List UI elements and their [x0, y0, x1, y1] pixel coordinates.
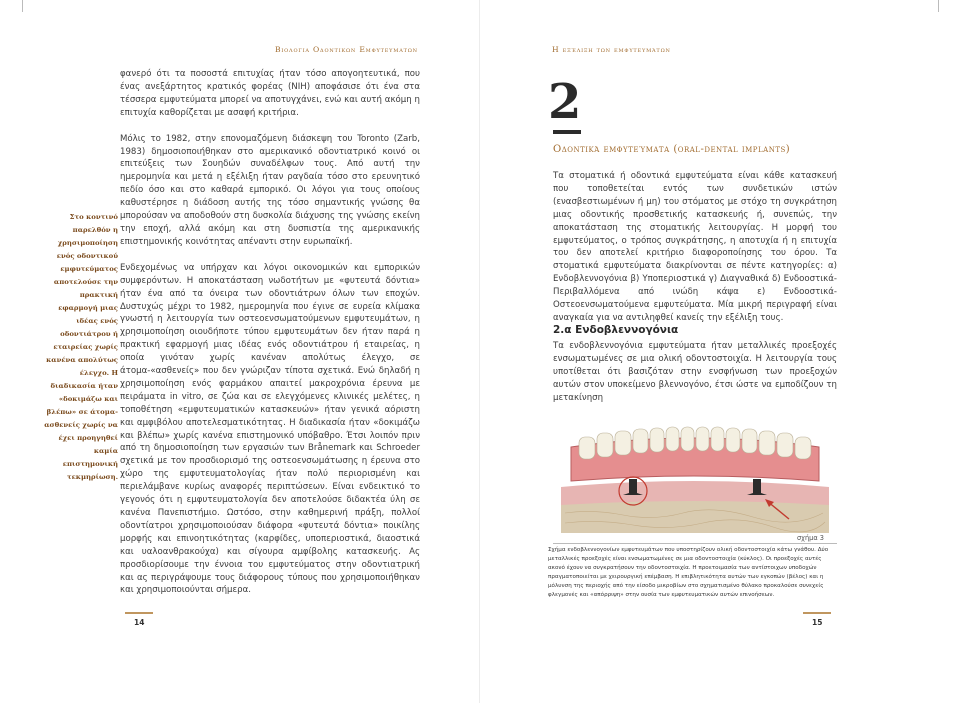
right-section-text — [553, 340, 837, 405]
margin-note: Στο κοντινό παρελθόν η χρησιμοποίηση ενός οδοντικού εμφυτεύματος αποτελούσε την πρακτική εφαρμογή μιας ιδέας ενός οδοντιάτρου ή εταιρείας χωρίς κανένα απολύτως έλεγχο. Η διαδικασία ήταν «δοκιμάζω και βλέπω» σε άτομα-ασθενείς χωρίς να έχει προηγηθεί καμία επιστημονική τεκμηρίωση. — [44, 213, 118, 481]
paragraph: Τα ενδοβλεννογόνια εμφυτεύματα ήταν μεταλλικές προεξοχές ενσωματωμένες σε μια ολική οδοντοστοιχία. Η λειτουργία τους υποτίθεται ότι βασιζόταν στην ενσφήνωση των προεξοχών αυτών στον υποκείμενο βλεννογόνο, έτσι ώστε να εμποδίζουν τη μετακίνηση — [553, 341, 837, 403]
running-head-right: Η εξέλιξη των εμφυτευμάτων — [552, 45, 671, 54]
running-head-left: Βιολογια Οδοντικων Εμφυτευματων — [275, 45, 418, 54]
right-intro-text — [553, 170, 837, 325]
page-number-left: 14 — [134, 618, 145, 627]
figure-rule — [553, 543, 837, 544]
paragraph: Ενδεχομένως να υπήρχαν και λόγοι οικονομικών και εμπορικών συμφερόντων. Η αποκατάσταση νωδοτήτων με «φυτευτά δόντια» ήταν ένα από τα όνειρα των οδοντιάτρων όλων των εποχών. Δυστυχώς μέχρι το 1982, ημερομηνία που έγινε σε ευρεία κλίμακα γνωστή η λειτουργία των οστεοενσωματούμενων εμφυτευμάτων, η χρησιμοποίηση οιουδήποτε τύπου εμφυτευμάτων δεν ήταν παρά η πρακτική εφαρμογή μιας ιδέας ενός οδοντιάτρου ή εταιρείας, η οποία γινόταν χωρίς κανέναν απολύτως έλεγχο, σε άτομα-«ασθενείς» που δεν γνώριζαν τίποτα σχετικά. Ενώ δηλαδή η χρησιμοποίηση ενός φαρμάκου απαιτεί μακροχρόνια έρευνα με πειράματα in vitro, σε ζώα και σε ελεγχόμενες κλινικές μελέτες, η τοποθέτηση «εμφυτευματικών κατασκευών» ήταν γενικά αόριστη και αμφιβόλου αποτελεσματικότητας. Η διαδικασία ήταν «δοκιμάζω και βλέπω» χωρίς κανένα επιστημονικό υπόβαθρο. Έτσι λοιπόν πριν από τη δημοσιοποίηση των εργασιών των Brånemark και Schroeder σχετικά με τον προσδιορισμό της οστεοενσωμάτωσης η έρευνα στο χώρο της εμφυτευματολογίας ήταν πολύ περιορισμένη και περιελάμβανε κυρίως αναφορές περιπτώσεων. Είναι ενδεικτικό το γεγονός ότι η εμφυτευματολογία δεν αποτελούσε διδακτέα ύλη σε κανένα Πανεπιστήμιο. Ωστόσο, στην καθημερινή πράξη, πολλοί οδοντίατροι χρησιμοποιούσαν διάφορα «φυτευτά δόντια» ποικίλης μορφής και επινοητικότητας (καρφίδες, υποπεριοστικά, διαοστικά και υαλοανθρακούχα) και σίγουρα αμφίβολης κατασκευής. Ας προσδιορίσουμε την έννοια του εμφυτεύματος στην οδοντιατρική και ας περιγράψουμε τους διάφορους τύπους που χρησιμοποιήθηκαν και χρησιμοποιούνται σήμερα. — [120, 262, 420, 596]
chapter-number: 2 — [548, 74, 582, 130]
paragraph: Τα στοματικά ή οδοντικά εμφυτεύματα είναι κάθε κατασκευή που τοποθετείται εντός των συνδετικών ιστών (ενασβεστιωμένων ή μη) του στόματος με στόχο τη συγκράτηση μιας οδοντικής προσθετικής κατασκευής ή, συνεπώς, την αποκατάσταση της στοματικής λειτουργίας. Η μορφή του εμφυτεύματος, ο τρόπος συγκράτησης, η αποτυχία ή η επιτυχία του δεν αποτελεί κριτήριο διαφοροποίησης του όρου. Τα στοματικά εμφυτεύματα διακρίνονται σε πέντε κατηγορίες: α) Ενδοβλεννογόνια β) Υποπεριοστικά γ) Διαγναθικά δ) Ενδοοστικά-Περιβαλλόμενα από ινώδη κάψα ε) Ενδοοστικά-Οστεοενσωματούμενα εμφυτεύματα. Μία μικρή περιγραφή είναι αναγκαία για να αντιληφθεί κανείς την εξέλιξη τους. — [553, 171, 837, 323]
page-number-right: 15 — [812, 618, 823, 627]
figure-caption: Σχήμα ενδοβλεννογονίων εμφυτευμάτων που υποστηρίζουν ολική οδοντοστοιχία κάτω γνάθου. Δύο μεταλλικές προεξοχές είναι ενσωματωμένες σε μια οδοντοστοιχία (κύκλος). Οι προεξοχές αυτές ακονό έχουν να συγκρατήσουν την οδοντοστοιχία. Η προετοιμασία των αντίστοιχων υποδοχών πραγματοποιείται με χειρουργική επέμβαση. Η επιβλητικότητα αυτών των εγκοπών (βέλος) και η μόλυνση της περιοχής από την είσοδο μικροβίων στο σχηματισμένο θύλακο προκαλούσε συνεχείς φλεγμονές και «απόρριψη» στην ουσία των εμφυτευματικών αυτών επινοήσεων. — [548, 547, 829, 598]
section-heading: 2.α Ενδοβλεννογόνια — [553, 324, 679, 336]
paragraph: φανερό ότι τα ποσοστά επιτυχίας ήταν τόσο απογοητευτικά, που ένας ανεξάρτητος κρατικός φορέας (ΝΙΗ) αποφάσισε ότι ένα στα τέσσερα εμφυτεύματα μπορεί να αποτυγχάνει, ενώ και αυτή ακόμη η επιτυχία καθορίζεται με ασαφή κριτήρια. — [120, 69, 420, 118]
crop-mark — [22, 0, 23, 12]
page-number-rule — [125, 612, 153, 614]
denture-figure — [553, 423, 837, 533]
figure-label: σχήμα 3 — [797, 534, 824, 542]
chapter-rule — [553, 130, 581, 134]
page-number-rule — [803, 612, 831, 614]
paragraph: Μόλις το 1982, στην επονομαζόμενη διάσκεψη του Toronto (Zarb, 1983) δημοσιοποιήθηκαν στο αμερικανικό οδοντιατρικό κοινό οι επιτεύξεις των Σουηδών συναδέλφων τους. Από αυτή την ημερομηνία και μετά η εξέλιξη ήταν ραγδαία τόσο στο ερευνητικό πεδίο όσο και στο καθαρά εμπορικό. Οι λόγοι για τους οποίους καθυστέρησε η διάδοση αυτής της τόσο σημαντικής γνώσης θα μπορούσαν να αποδοθούν στη δυσκολία διάχυσης της γνώσης εκείνη την εποχή, αλλά ακόμη και στη δυσπιστία της αμερικανικής επιστημονικής κοινότητας απέναντι στην ευρωπαϊκή. — [120, 133, 420, 247]
left-body-text — [120, 68, 420, 597]
crop-mark — [938, 0, 939, 12]
chapter-title: Οδοντικά εμφυτεύματα (oral-dental implants) — [553, 144, 791, 155]
